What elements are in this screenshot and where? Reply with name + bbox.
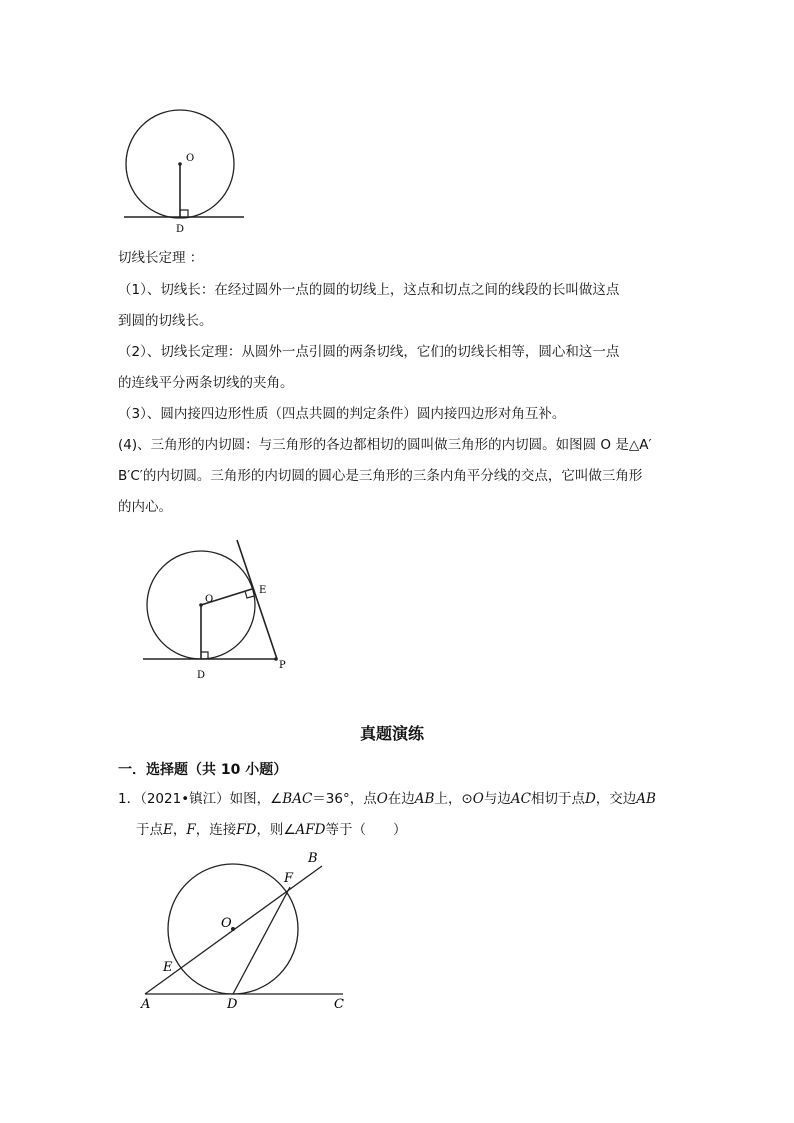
question-source: （2021•镇江） [140,791,230,807]
label-d-fig1: D [176,224,185,235]
q1-point-d: D [584,791,596,807]
theorem-item2-line2: 的连线平分两条切线的夹角。 [118,375,294,391]
label-b: B [308,851,318,866]
q1-text: ，连接 [195,822,237,838]
theorem-item2-line1: （2）、切线长定理：从圆外一点引圆的两条切线，它们的切线长相等，圆心和这一点 [118,344,620,360]
label-c: C [334,997,344,1012]
label-e-fig2: E [259,585,267,596]
label-d-fig2: D [197,670,206,681]
label-p-fig2: P [279,660,286,671]
theorem-item3: （3）、圆内接四边形性质（四点共圆的判定条件）圆内接四边形对角互补。 [118,406,566,422]
q1-text: 于点 [136,822,163,838]
q1-point-f: F [186,822,196,838]
q1-point-o: O [376,791,388,807]
q1-text: ＝36°，点 [312,791,377,807]
q1-text: 在边 [387,791,415,807]
q1-side-ab: AB [414,791,435,807]
q1-text: 等于（ ） [325,822,407,838]
theorem-item1-line1: （1）、切线长：在经过圆外一点的圆的切线上，这点和切点之间的线段的长叫做这点 [118,282,620,298]
theorem-heading: 切线长定理 ： [118,250,204,266]
q1-text: ， [172,822,187,838]
label-a: A [141,997,151,1012]
q1-text: 如图，∠ [229,791,283,807]
theorem-item4-line1: (4)、三角形的内切圆：与三角形的各边都相切的圆叫做三角形的内切圆。如图圆 O 是△A′ [118,437,652,453]
theorem-item4-line2: B′C′的内切圆。三角形的内切圆的圆心是三角形的三条内角平分线的交点，它叫做三角形 [118,468,643,484]
q1-text: ，则∠ [256,822,296,838]
q1-text: 相切于点 [530,791,585,807]
q1-side-ac: AC [510,791,531,807]
q1-segment-fd: FD [236,822,257,838]
label-o-fig1: O [186,153,195,164]
q1-angle-afd: AFD [295,822,326,838]
practice-title: 真题演练 [360,724,425,743]
q1-side-ab: AB [636,791,656,807]
label-e: E [163,960,173,975]
q1-point-e: E [163,822,173,838]
label-f: F [284,871,294,886]
q1-text: 上，⊙ [434,791,473,807]
question-number: 1． [118,791,141,807]
segment-fd [233,887,290,994]
label-o-fig2: O [205,594,214,605]
section-heading: 一．选择题（共 10 小题） [118,762,288,778]
q1-circle-o: O [472,791,484,807]
label-d: D [227,997,238,1012]
theorem-item4-line3: 的内心。 [118,499,172,515]
q1-text: 与边 [483,791,511,807]
theorem-item1-line2: 到圆的切线长。 [118,313,213,329]
q1-angle-bac: BAC [282,791,313,807]
q1-text: ，交边 [595,791,637,807]
label-o: O [221,916,232,931]
